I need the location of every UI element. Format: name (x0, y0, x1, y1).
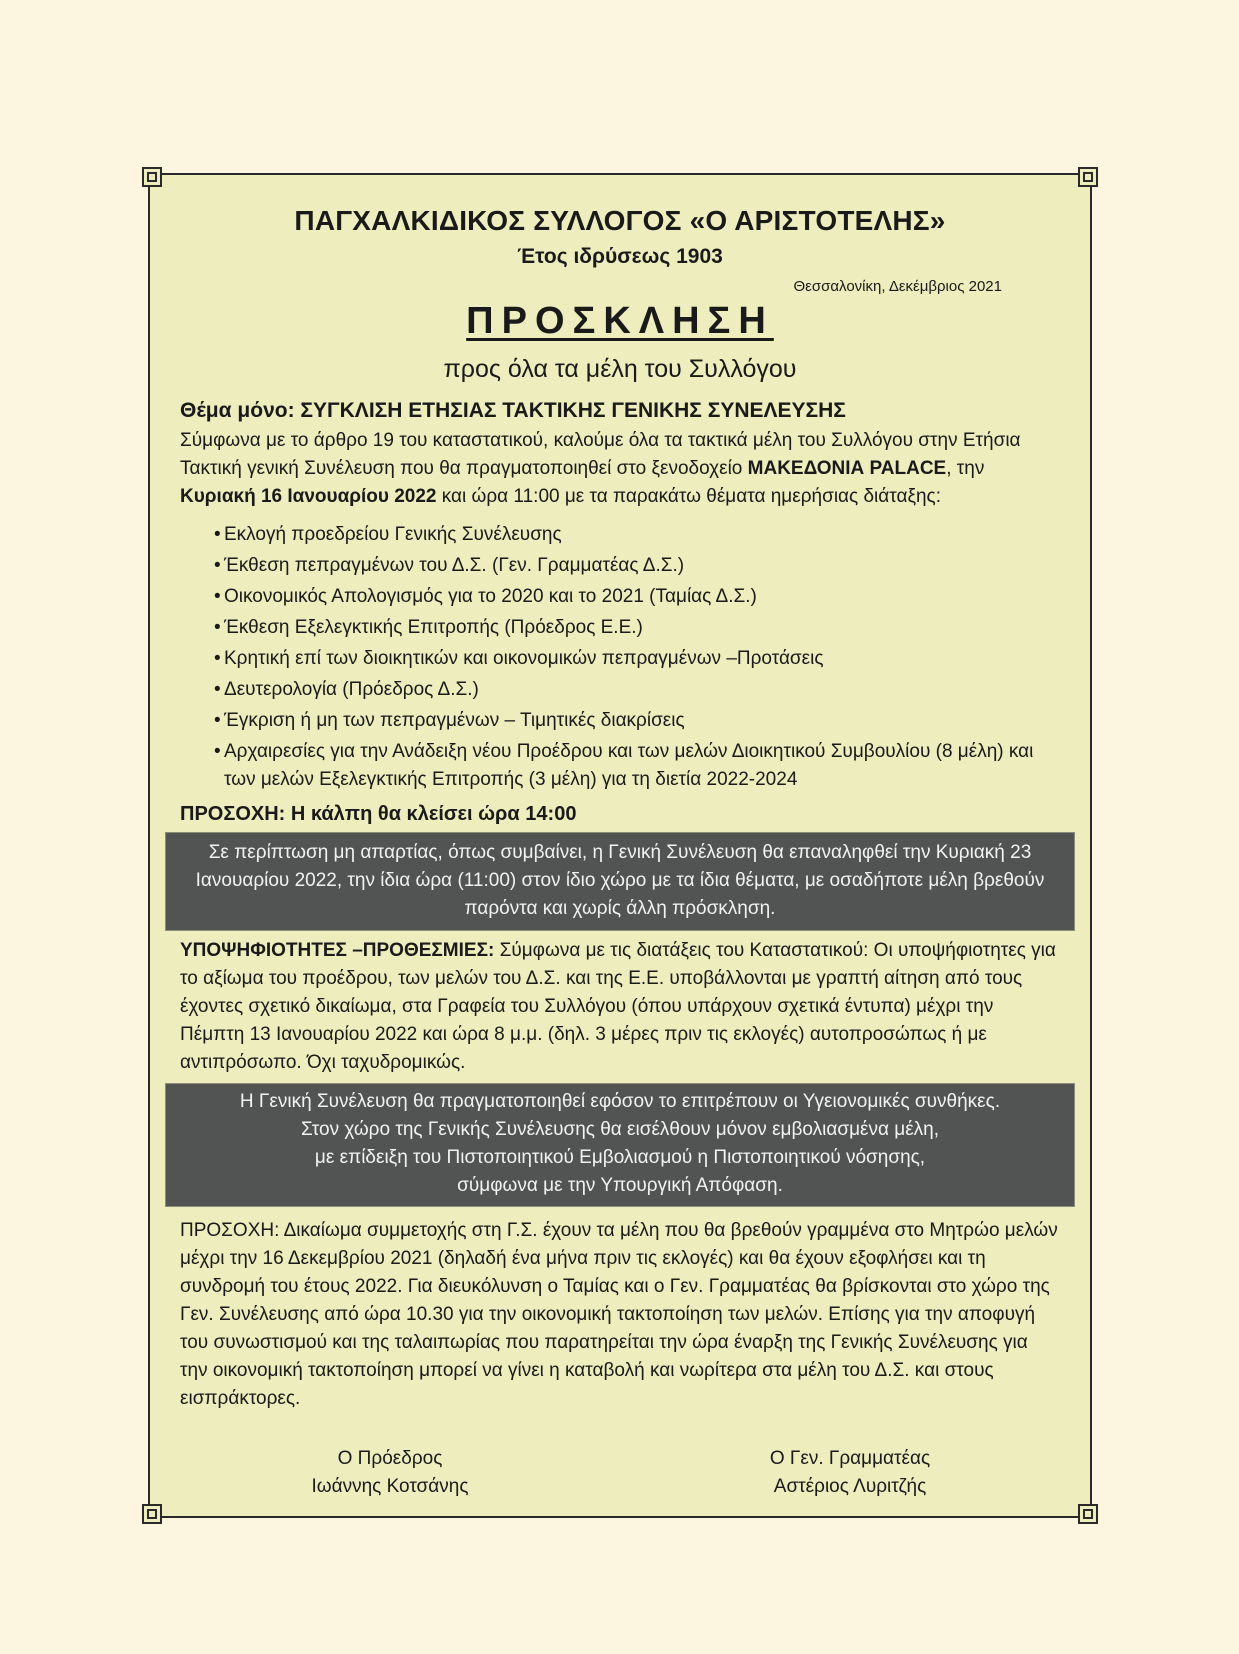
signature-role: Ο Γεν. Γραμματέας (769, 1448, 931, 1469)
quorum-notice: Σε περίπτωση μη απαρτίας, όπως συμβαίνει, η Γενική Συνέλευση θα επαναληφθεί την Κυριακή 23 Ιανουαρίου 2022, την ίδια ώρα (11:00) στον ίδιο χώρο με τα ίδια θέματα, με οσαδήποτε μέλη βρεθούν παρόντα και χωρίς άλλη πρόσκληση. (165, 832, 1075, 931)
document-frame (148, 173, 1092, 1518)
health-notice-line: με επίδειξη του Πιστοποιητικού Εμβολιασμού η Πιστοποιητικού νόσησης, (314, 1147, 926, 1168)
intro-text: , την (946, 458, 985, 479)
corner-ornament (1078, 167, 1098, 187)
intro-text: Σύμφωνα με το άρθρο 19 του καταστατικού, καλούμε όλα τα τακτικά μέλη του Συλλόγου στην Ετήσια Τακτική γενική Συνέλευση που θα πραγματοποιηθεί στο ξενοδοχείο (180, 430, 1021, 479)
signature-name: Αστέριος Λυριτζής (773, 1476, 927, 1497)
founded-year: Έτος ιδρύσεως 1903 (517, 245, 723, 268)
signature-name: Ιωάννης Κοτσάνης (311, 1476, 469, 1497)
subject-line: Θέμα μόνο: ΣΥΓΚΛΙΣΗ ΕΤΗΣΙΑΣ ΤΑΚΤΙΚΗΣ ΓΕΝΙΚΗΣ ΣΥΝΕΛΕΥΣΗΣ (180, 399, 846, 422)
document-body (180, 397, 1060, 1413)
place-date: Θεσσαλονίκη, Δεκέμβριος 2021 (793, 278, 1002, 295)
intro-text: και ώρα 11:00 με τα παρακάτω θέματα ημερήσιας διάταξης: (436, 486, 941, 507)
candidacies-paragraph (180, 937, 1060, 1077)
agenda-list (214, 521, 1060, 794)
agenda-item: • Έκθεση Εξελεγκτικής Επιτροπής (Πρόεδρος Ε.Ε.) (214, 614, 1060, 642)
agenda-item: • Οικονομικός Απολογισμός για το 2020 και το 2021 (Ταμίας Δ.Σ.) (214, 583, 1060, 611)
signature-president (260, 1445, 520, 1501)
agenda-item: • Δευτερολογία (Πρόεδρος Δ.Σ.) (214, 676, 1060, 704)
agenda-item: • Αρχαιρεσίες για την Ανάδειξη νέου Προέδρου και των μελών Διοικητικού Συμβουλίου (8 μέλη) και των μελών Εξελεγκτικής Επιτροπής (3 μέλη) για τη διετία 2022-2024 (214, 738, 1060, 794)
participation-note: ΠΡΟΣΟΧΗ: Δικαίωμα συμμετοχής στη Γ.Σ. έχουν τα μέλη που θα βρεθούν γραμμένα στο Μητρώο μελών μέχρι την 16 Δεκεμβρίου 2021 (δηλαδή ένα μήνα πριν τις εκλογές) και θα έχουν εξοφλήσει και τη συνδρομή του έτους 2022. Για διευκόλυνση ο Ταμίας και ο Γεν. Γραμματέας θα βρίσκονται στο χώρο της Γεν. Συνέλευσης από ώρα 10.30 για την οικονομική τακτοποίηση των μελών. Επίσης για την αποφυγή του συνωστισμού και της ταλαιπωρίας που παρατηρείται την ώρα έναρξη της Γενικής Συνέλευσης για την οικονομική τακτοποίηση μπορεί να γίνει η καταβολή και νωρίτερα στα μέλη του Δ.Σ. και στους εισπράκτορες. (180, 1220, 1058, 1409)
health-notice-line: Στον χώρο της Γενικής Συνέλευσης θα εισέλθουν μόνον εμβολιασμένα μέλη, (300, 1119, 940, 1140)
agenda-item: • Έκθεση πεπραγμένων του Δ.Σ. (Γεν. Γραμματέας Δ.Σ.) (214, 552, 1060, 580)
corner-ornament (1078, 1504, 1098, 1524)
candidacies-label: ΥΠΟΨΗΦΙΟΤΗΤΕΣ –ΠΡΟΘΕΣΜΙΕΣ: (180, 940, 495, 961)
candidacies-text: Σύμφωνα με τις διατάξεις του Καταστατικού: Οι υποψήφιοτητες για το αξίωμα του προέδρου, των μελών του Δ.Σ. και της Ε.Ε. υποβάλλονται με γραπτή αίτηση από τους έχοντες σχετικό δικαίωμα, στα Γραφεία του Συλλόγου (όπου υπάρχουν σχετικά έντυπα) μέχρι την Πέμπτη 13 Ιανουαρίου 2022 και ώρα 8 μ.μ. (δηλ. 3 μέρες πριν τις εκλογές) αυτοπροσώπως ή με αντιπρόσωπο. Όχι ταχυδρομικώς. (180, 940, 1056, 1073)
agenda-item: • Εκλογή προεδρείου Γενικής Συνέλευσης (214, 521, 1060, 549)
signature-role: Ο Πρόεδρος (337, 1448, 443, 1469)
agenda-item: • Κρητική επί των διοικητικών και οικονομικών πεπραγμένων –Προτάσεις (214, 645, 1060, 673)
venue-name: ΜΑΚΕΔΟΝΙΑ PALACE (747, 458, 947, 479)
ballot-warning: ΠΡΟΣΟΧΗ: Η κάλπη θα κλείσει ώρα 14:00 (180, 803, 577, 825)
health-notice (165, 1083, 1075, 1207)
meeting-date: Κυριακή 16 Ιανουαρίου 2022 (180, 486, 437, 507)
corner-ornament (142, 167, 162, 187)
invitation-title: ΠΡΟΣΚΛΗΣΗ (466, 300, 774, 342)
intro-paragraph (180, 427, 1060, 511)
health-notice-line: Η Γενική Συνέλευση θα πραγματοποιηθεί εφόσον το επιτρέπουν οι Υγειονομικές συνθήκες. (239, 1091, 1001, 1112)
signature-secretary (720, 1445, 980, 1501)
corner-ornament (142, 1504, 162, 1524)
invitation-subtitle: προς όλα τα μέλη του Συλλόγου (443, 355, 797, 383)
health-notice-line: σύμφωνα με την Υπουργική Απόφαση. (457, 1175, 783, 1196)
organization-name: ΠΑΓΧΑΛΚΙΔΙΚΟΣ ΣΥΛΛΟΓΟΣ «Ο ΑΡΙΣΤΟΤΕΛΗΣ» (294, 205, 946, 236)
agenda-item: • Έγκριση ή μη των πεπραγμένων – Τιμητικές διακρίσεις (214, 707, 1060, 735)
